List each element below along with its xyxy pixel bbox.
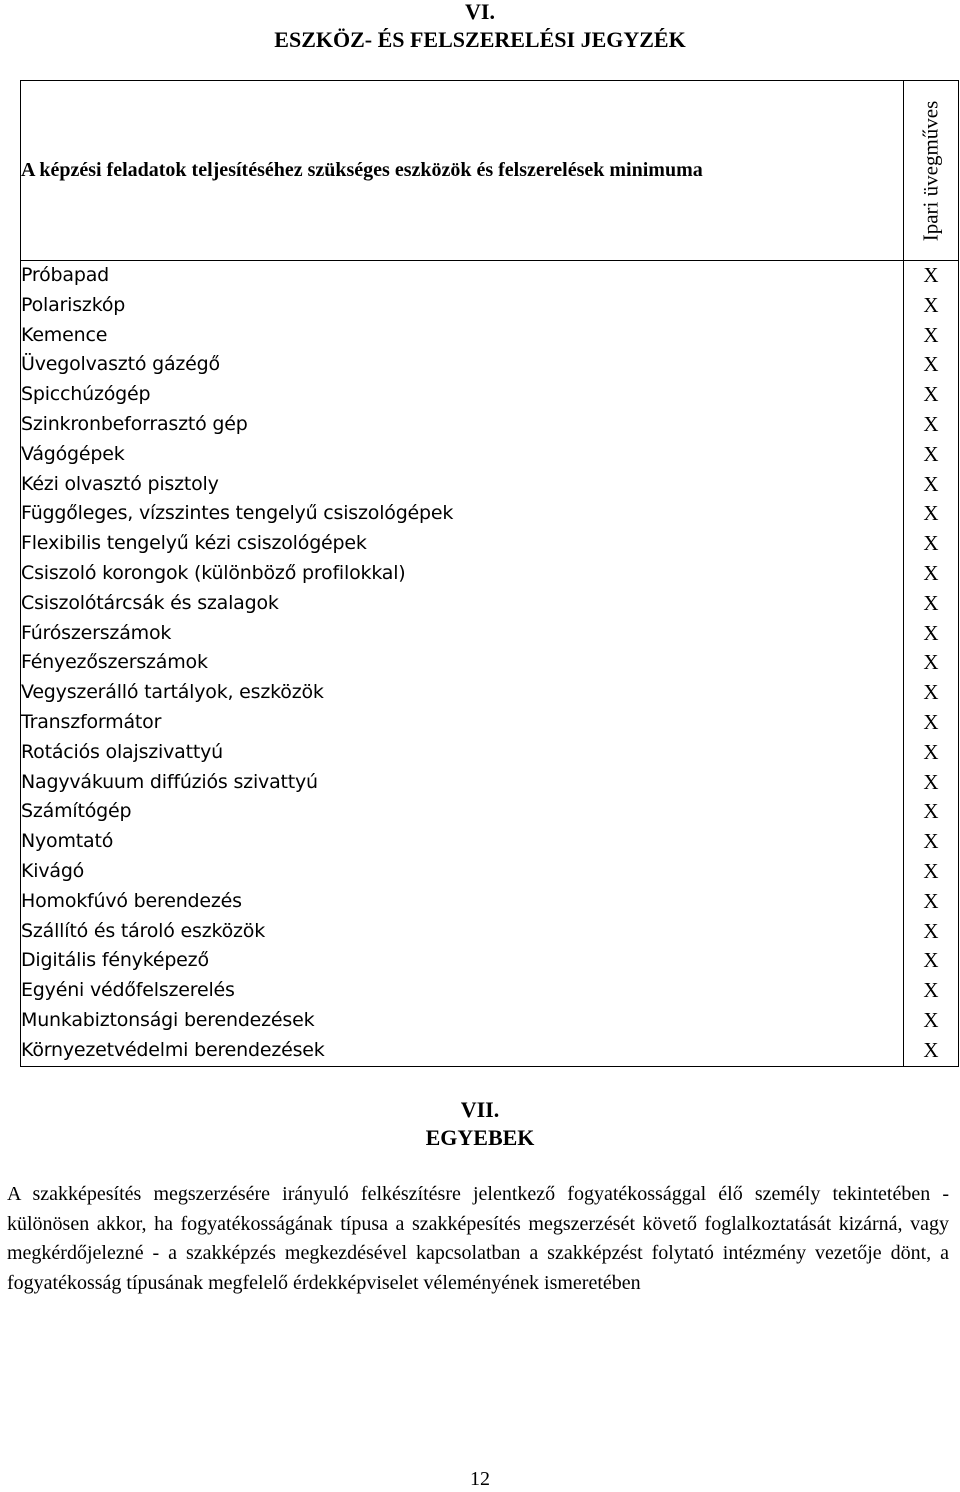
list-item: Szinkronbeforrasztó gép	[21, 412, 248, 435]
section-number: VII.	[460, 1097, 500, 1122]
check-mark: X	[923, 709, 939, 734]
equipment-list	[21, 261, 904, 1067]
list-item: Nagyvákuum diffúziós szivattyú	[21, 770, 318, 793]
mark-list	[904, 261, 959, 1067]
check-mark: X	[923, 978, 939, 1003]
list-item: Flexibilis tengelyű kézi csiszológépek	[21, 532, 367, 555]
list-item: Egyéni védőfelszerelés	[21, 979, 235, 1002]
check-mark: X	[923, 441, 939, 466]
check-mark: X	[923, 888, 939, 913]
check-mark: X	[923, 560, 939, 585]
list-item: Vágógépek	[21, 442, 125, 465]
check-mark: X	[923, 590, 939, 615]
body-paragraph: A szakképesítés megszerzésére irányuló felkészítésre jelentkező fogyatékossággal élő személy tekintetében - különösen akkor, ha fogyatékosságának típusa a szakképesítés megszerzését követő foglalkoztatását kizárná, vagy megkérdőjelezné - a szakképzés megkezdésével kapcsolatban a szakképzést folytató intézmény vezetője dönt, a fogyatékosság típusának megfelelő érdekképviselet véleményének ismeretében	[7, 1183, 949, 1294]
list-item: Munkabiztonsági berendezések	[21, 1008, 315, 1031]
list-item: Kemence	[21, 323, 108, 346]
list-item: Rotációs olajszivattyú	[21, 740, 224, 763]
section-number: VI.	[465, 0, 495, 24]
check-mark: X	[923, 918, 939, 943]
check-mark: X	[923, 471, 939, 496]
check-mark: X	[923, 858, 939, 883]
list-item: Vegyszerálló tartályok, eszközök	[21, 681, 324, 704]
check-mark: X	[923, 739, 939, 764]
list-item: Homokfúvó berendezés	[21, 889, 242, 912]
list-item: Nyomtató	[21, 830, 114, 853]
list-item: Digitális fényképező	[21, 949, 209, 972]
check-mark: X	[923, 292, 939, 317]
list-item: Üvegolvasztó gázégő	[21, 353, 220, 376]
check-mark: X	[923, 829, 939, 854]
check-mark: X	[923, 1037, 939, 1062]
list-item: Fúrószerszámok	[21, 621, 172, 644]
check-mark: X	[923, 501, 939, 526]
equipment-table	[20, 80, 959, 1067]
check-mark: X	[923, 263, 939, 287]
list-item: Csiszolótárcsák és szalagok	[21, 591, 279, 614]
section-title: ESZKÖZ- ÉS FELSZERELÉSI JEGYZÉK	[274, 27, 686, 52]
check-mark: X	[923, 769, 939, 794]
list-item: Polariszkóp	[21, 293, 126, 316]
check-mark: X	[923, 352, 939, 377]
list-item: Próbapad	[21, 264, 110, 286]
check-mark: X	[923, 680, 939, 705]
check-mark: X	[923, 322, 939, 347]
table-body-row	[21, 261, 959, 1067]
check-mark: X	[923, 1007, 939, 1032]
list-item: Transzformátor	[21, 710, 162, 733]
check-mark: X	[923, 799, 939, 824]
check-mark: X	[923, 620, 939, 645]
list-item: Spicchúzógép	[21, 383, 151, 406]
check-mark: X	[923, 411, 939, 436]
check-mark: X	[923, 948, 939, 973]
table-header-column	[904, 81, 959, 261]
list-item: Szállító és tároló eszközök	[21, 919, 266, 942]
check-mark: X	[923, 531, 939, 556]
list-item: Kivágó	[21, 859, 85, 882]
list-item: Környezetvédelmi berendezések	[21, 1038, 325, 1061]
check-mark: X	[923, 382, 939, 407]
column-label-ipari-uvegmuves: Ipari üvegműves	[918, 100, 943, 241]
check-mark: X	[923, 650, 939, 675]
list-item: Kézi olvasztó pisztoly	[21, 472, 219, 495]
list-item: Fényezőszerszámok	[21, 651, 208, 674]
section-title: EGYEBEK	[425, 1125, 535, 1150]
list-item: Csiszoló korongok (különböző profilokkal)	[21, 561, 406, 584]
table-header-main: A képzési feladatok teljesítéséhez szükséges eszközök és felszerelések minimuma	[21, 81, 904, 261]
table-header-row	[21, 81, 959, 261]
list-item: Számítógép	[21, 800, 132, 823]
page-number: 12	[470, 1468, 490, 1490]
list-item: Függőleges, vízszintes tengelyű csiszológépek	[21, 502, 454, 525]
